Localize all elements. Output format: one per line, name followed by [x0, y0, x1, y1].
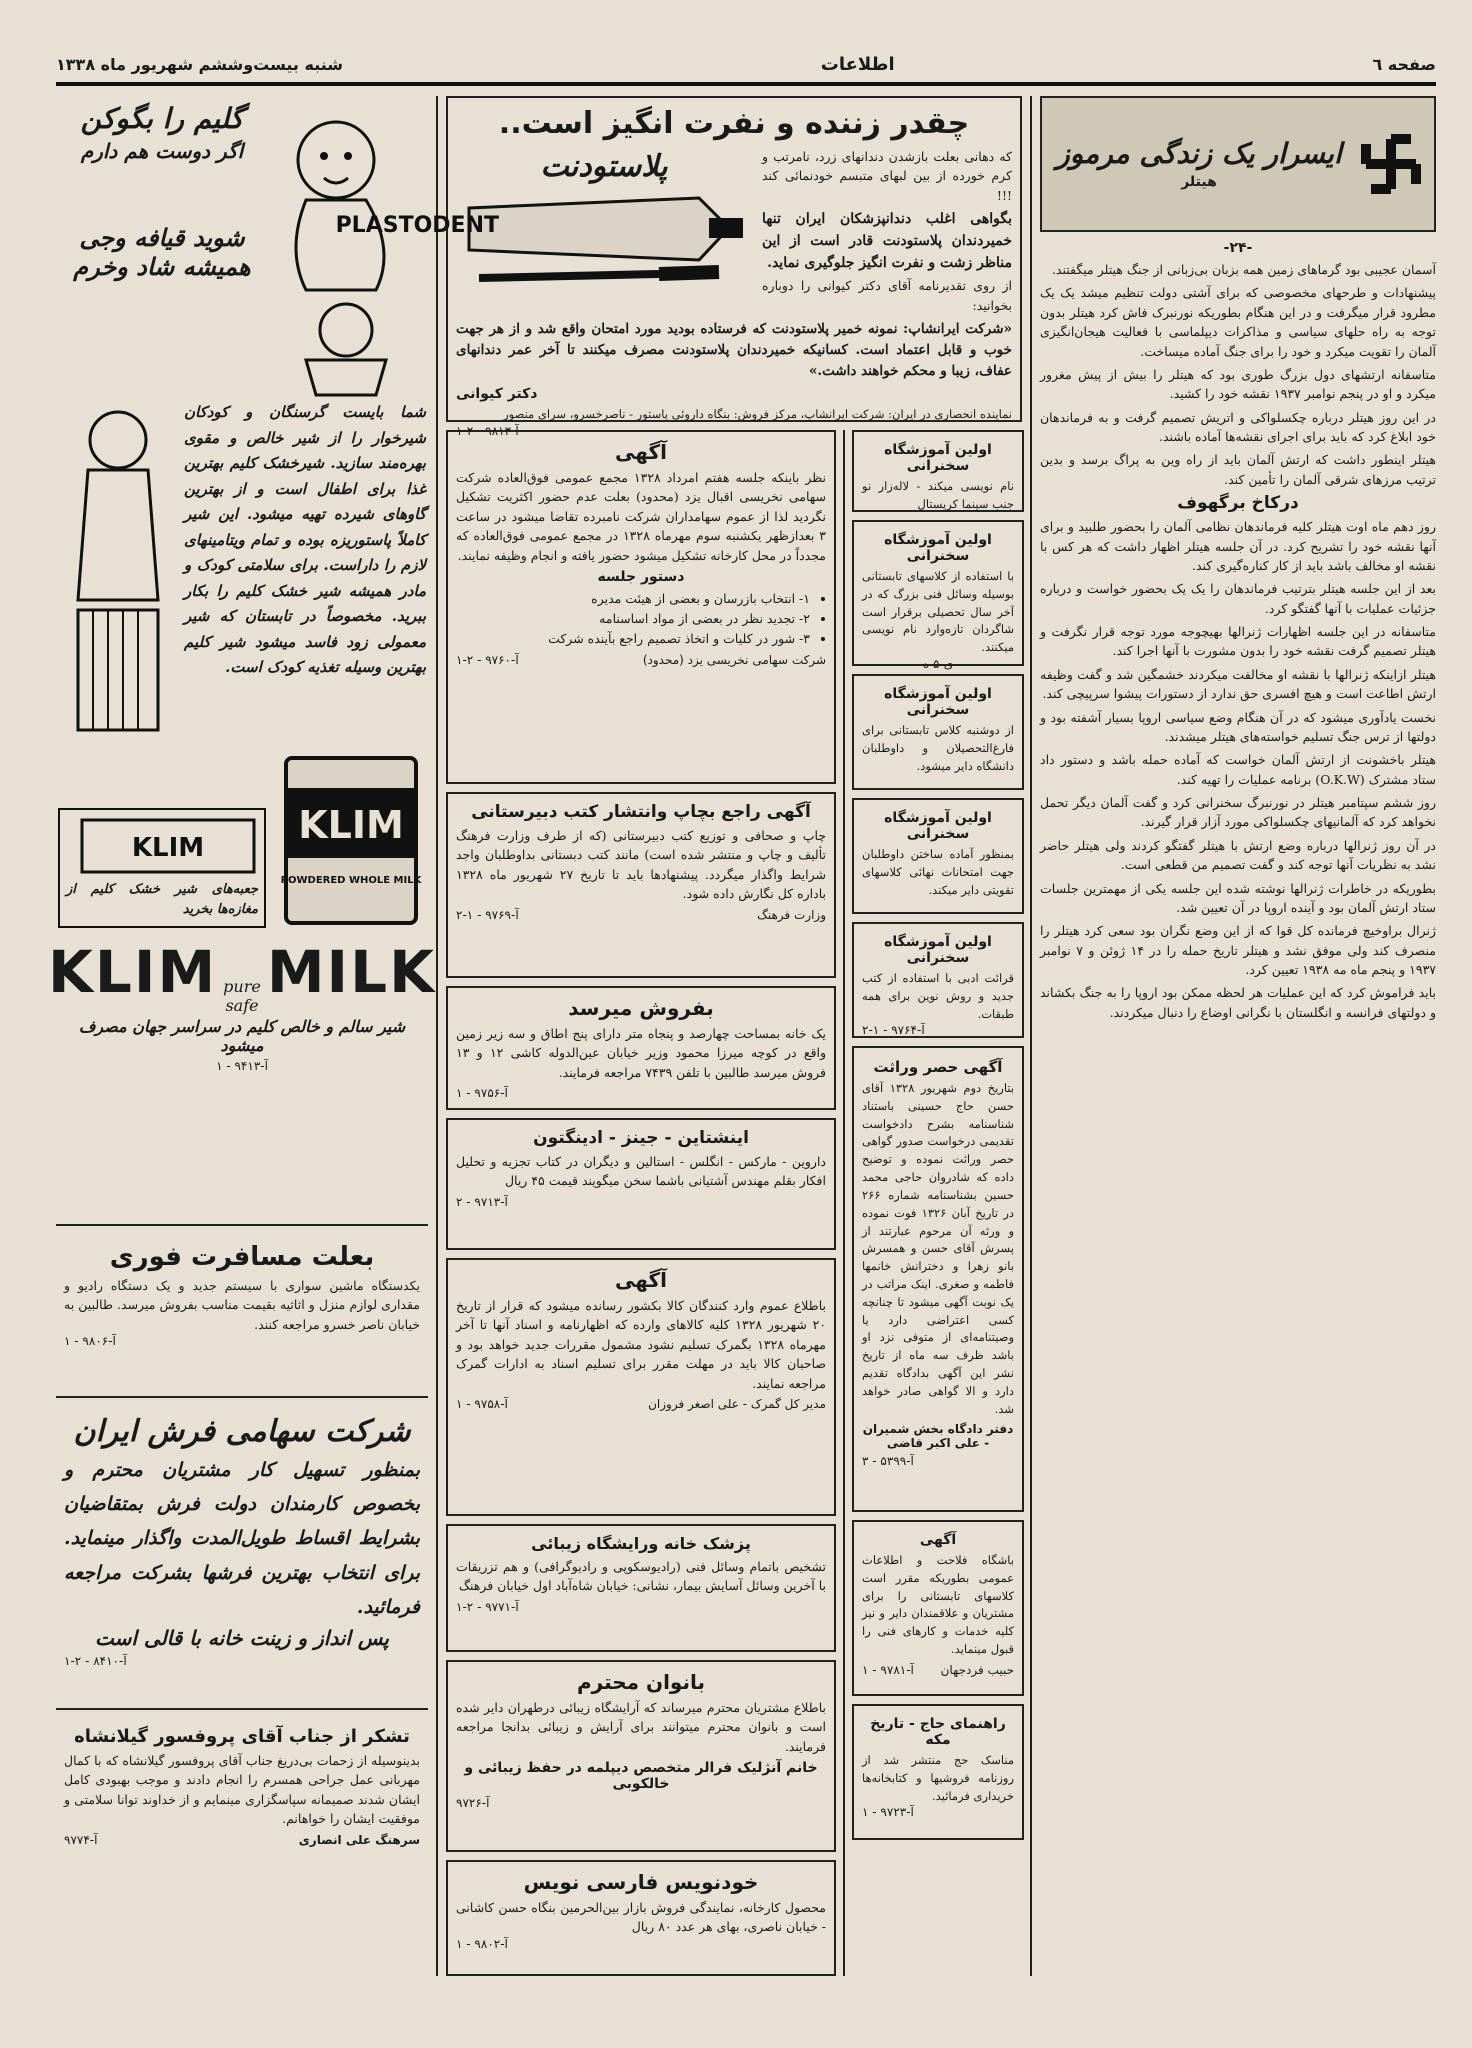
notice-title: اولین آموزشگاه سخنرانی [884, 934, 992, 966]
column-rule [843, 430, 845, 1976]
article-paragraph: روز دهم ماه اوت هیتلر کلیه فرماندهان نظامی آلمان را بحضور طلبید و برای آنها نقشه خود را تشریح کرد. در آن جلسه هیتلر اظهار داشت که هر کس با نقشه او مخالف باشد باید از کار کناره‌گیری کند. [1040, 519, 1436, 573]
baby-illustration-icon [266, 100, 426, 400]
can-label: POWDERED WHOLE MILK [280, 875, 422, 886]
notice-code: آ-۹۷۵۶ - ۱ [456, 1086, 508, 1101]
notice-title: بانوان محترم [576, 1670, 706, 1694]
notice-code: آ-۹۷۲۶ [456, 1796, 490, 1811]
notice-text: قرائت ادبی با استفاده از کتب جدید و روش نوین برای همه طبقات. [862, 971, 1014, 1021]
thanks-notice [56, 1718, 428, 1990]
header-rule [56, 82, 1436, 86]
left-column [47, 96, 437, 1976]
school-notice [852, 1704, 1024, 1840]
notice-subtitle: دستور جلسه [597, 568, 685, 585]
ad-slogan: پس انداز و زینت خانه با قالی است [95, 1625, 389, 1650]
plastodent-ad [335, 96, 1022, 438]
notice-sign: وزارت فرهنگ [757, 907, 826, 922]
notice [446, 1860, 836, 1976]
ad-code: آ-۹۴۱۳ - ۱ [216, 1059, 268, 1073]
notice [446, 1660, 836, 1852]
notice-text: از دوشنبه کلاس تابستانی برای فارغ‌التحصیلان و داوطلبان دانشگاه دایر میشود. [862, 723, 1014, 773]
notice-sign: دفتر دادگاه بخش شمیران - علی اکبر قاضی [862, 1422, 1014, 1451]
school-notice [852, 520, 1024, 672]
school-notices-column [852, 430, 1024, 1976]
ad-signature: دکتر کیوانی [456, 385, 538, 402]
issue-date: شنبه بیست‌وششم شهریور ماه ۱۳۳۸ [56, 54, 343, 74]
swastika-icon [1356, 129, 1426, 199]
notice [446, 792, 836, 978]
notice-title: آگهی [615, 1268, 667, 1292]
school-notice [852, 1520, 1024, 1696]
notice-text: چاپ و صحافی و توزیع کتب دبیرستانی (که از طرف وزارت فرهنگ تألیف و چاپ و منتشر شده است) مانند کتب دبستانی بداوطلبان واجد شرایط واگذار میگردد. پیشنهادها باید تا تاریخ ۲۷ شهریور ماه ۱۳۲۸ باداره کل نگارش داده شود. [456, 828, 826, 902]
episode-number: -۲۴- [1223, 240, 1253, 256]
article-subtitle: هیتلر [1181, 173, 1217, 190]
column-rule [436, 96, 438, 1976]
column-rule [1030, 96, 1032, 1976]
notice-title: آگهی راجع بچاپ وانتشار کتب دبیرستانی [471, 802, 811, 822]
article-paragraph: در این روز هیتلر درباره چکسلواکی و اتریش تصمیم گرفت و به فرماندهان خود ابلاغ کرد که باید برای اجرای نقشه‌ها آماده باشند. [1040, 409, 1436, 444]
notice-title: آگهی [615, 440, 667, 464]
notice-text: محصول کارخانه، نمایندگی فروش بازار بین‌الحرمین بنگاه حسن کاشانی - خیابان ناصری، بهای هر عدد ۸۰ ریال [456, 1900, 826, 1935]
ad-code: آ-۸۴۱۰ - ۲-۱ [64, 1653, 127, 1668]
notice-text: نظر باینکه جلسه هفتم امرداد ۱۳۲۸ مجمع عمومی فوق‌العاده شرکت سهامی نخریسی اقبال یزد (محدود) بعلت عدم حضور اکثریت تشکیل نگردید لذا از عموم سهامداران شرکت نامبرده تقاضا میشود در ساعت ۳ بعدازظهر یکشنبه سوم مهرماه ۱۳۲۸ در مجمع عمومی فوق‌العاده که مجدداً در محل کارخانه تشکیل میشود حضور یافته و انجام وظیفه نمایند. [456, 470, 826, 563]
notice-sign: حبیب فردجهان [940, 1662, 1014, 1677]
box-text: جعبه‌های شیر خشک کلیم از مغازه‌ها بخرید [66, 881, 258, 917]
notice-text: بدینوسیله از زحمات بی‌دریغ جناب آقای پروفسور گیلانشاه که با کمال مهربانی عمل جراحی همسرم را انجام دادند و موجب بهبودی کامل ایشان شدند صمیمانه سپاسگزاری مینمایم و از خداوند توانا سلامتی و موفقیت ایشان را خواهانم. [64, 1753, 420, 1827]
notice-text: تشخیص باتمام وسائل فنی (رادیوسکوپی و رادیوگرافی) و هم تزریقات با آخرین وسائل آسایش بیمار، نشانی: خیابان شاه‌آباد اول خیابان فرهنگ [456, 1559, 826, 1594]
notice-code: ی-۵ ه [922, 657, 954, 672]
ad-title: بعلت مسافرت فوری [109, 1242, 375, 1272]
ad-letter: «شرکت ایرانشاپ: نمونه خمیر پلاستودنت که فرستاده بودید مورد امتحان واقع شد و از هر جهت خوب و قابل اعتماد است. کسانیکه خمیردندان پلاستودنت مصرف میکنند تا آخر عمر دندانهای عفاف، زیبا و محکم خواهند داشت.» [456, 320, 1012, 379]
article-subheading: درکاخ برگهوف [1177, 493, 1299, 514]
notice-title: خودنویس فارسی نویس [523, 1870, 759, 1894]
article-paragraph: باید فراموش کرد که این عملیات هر لحظه ممکن بود اروپا را به جنگ بکشاند و دولتهای فرانسه و انگلستان با نگرانی اوضاع را دنبال میکردند. [1040, 985, 1436, 1020]
notice-sign: سرهنگ علی انصاری [298, 1832, 420, 1847]
article-paragraph: متاسفانه ارتشهای دول بزرگ طوری بود که هیتلر را بیش از پیش مغرور میکرد و او در پنجم نوامبر ۱۹۳۷ نقشه خود را کشید. [1040, 366, 1436, 402]
article-title: ایسرار یک زندگی مرموز [1056, 136, 1342, 170]
klim-milk-ad [47, 96, 437, 1226]
notice-title: آگهی [919, 1532, 957, 1548]
notice [446, 430, 836, 784]
notice [446, 1258, 836, 1516]
notice-sign: شرکت سهامی نخریسی یزد (محدود) [642, 652, 826, 667]
ad-code: آ-۹۸۱۳ - ۲-۱ [456, 423, 519, 438]
article-paragraph: متاسفانه در این جلسه اظهارات ژنرالها بهیچوجه مورد توجه قرار نگرفت و هیتلر تصمیم گرفت نقشه خود را بدون مشورت با آنها اجرا کند. [1040, 624, 1436, 659]
tube-label: PLASTODENT [335, 213, 499, 238]
klim-can-icon [276, 748, 426, 928]
ad-title: گلیم را بگوکن [80, 102, 244, 135]
article-paragraph: بعد از این جلسه هیتلر بترتیب فرماندهان را یک یک بحضور خواست و درباره جزئیات عملیات با آنها گفتگو کرد. [1040, 581, 1436, 616]
notice-code: آ-۵۳۹۹ - ۳ [862, 1454, 914, 1469]
article-paragraph: در آن روز ژنرالها درباره وضع ارتش با هیتلر گفتگو کردند ولی هیتلر حاضر نشد به نظریات آنها توجه کند و گفت تصمیم من قطعی است. [1040, 837, 1436, 873]
ad-tagline: شیر سالم و خالص کلیم در سراسر جهان مصرف میشود [78, 1017, 406, 1055]
notice-text: با استفاده از کلاسهای تابستانی بوسیله وسائل فنی بزرگ که در آخر سال تحصیلی برقرار است شاگردان تازه‌وارد نام نویسی میکنند. [862, 569, 1014, 655]
notice-text: یک خانه بمساحت چهارصد و پنجاه متر دارای پنج اطاق و سه زیر زمین واقع در کوچه میرزا محمود وزیر خیابان عین‌الدوله کاشی ۱۲ و ۱۳ فروش میرسد طالبین با تلفن ۷۴۳۹ مراجعه فرمایند. [456, 1026, 826, 1080]
logo-milk: MILK [266, 938, 437, 1006]
ad-text: یکدستگاه ماشین سواری با سیستم جدید و یک دستگاه رادیو و مقداری لوازم منزل و اثاثیه بقیمت مناسب بفروش میرسد. طالبین به خیابان ناصر خسرو مراجعه کنند. [64, 1278, 420, 1332]
ad-agent: نماینده انحصاری در ایران: شرکت ایرانشاپ، مرکز فروش: بنگاه داروئی پاستور - ناصرخسرو، سرای منصور [503, 406, 1012, 421]
notice-title: اینشتاین - جینز - ادینگتون [533, 1128, 749, 1148]
notice-code: آ-۹۷۲۳ - ۱ [862, 1805, 914, 1820]
notice-text: بتاریخ دوم شهریور ۱۳۲۸ آقای حسن حاج حسینی باستناد شناسنامه بشرح دادخواست تقدیمی درخواست صدور گواهی حصر وراثت نموده و توضیح داده که شادروان حاجی محمد حسین بشناسنامه شماره ۲۶۶ در تاریخ آبان ۱۳۲۶ فوت نموده و ورثه آن مرحوم عبارتند از پسرش آقای حسن و همسرش بانو زهرا و دخترانش خانمها فاطمه و صغری. اینک مراتب در یک نوبت آگهی میشود تا چنانچه کسی اعتراضی دارد یا وصیتنامه‌ای از متوفی نزد او باشد ظرف سه ماه از تاریخ نشر این آگهی بدادگاه تقدیم دارد و الا گواهی صادر خواهد شد. [862, 1081, 1014, 1416]
notice [446, 1524, 836, 1652]
page-number: صفحه ٦ [1372, 54, 1436, 74]
article-paragraph: نخست یادآوری میشود که در آن هنگام وضع سیاسی اروپا بسیار آشفته بود و دولتها از ترس جنگ تسلیم خواسته‌های هیتلر میشدند. [1040, 709, 1436, 744]
article-paragraph: روز ششم سپتامبر هیتلر در نورنبرگ سخنرانی کرد و گفت آلمان دیگر تحمل نخواهد کرد که آلمانیهای چکسلواکی مورد آزار قرار گیرند. [1040, 795, 1436, 830]
ad-letter-intro: از روی تقدیرنامه آقای دکتر کیوانی را دوباره بخوانید: [762, 278, 1012, 313]
ad-body: شما بایست گرسنگان و کودکان شیرخوار را از شیر خالص و مقوی بهره‌مند سازید. شیرخشک کلیم بهترین غذا برای اطفال است و از بهترین گاوهای شیرده تهیه میشود. این شیر کاملاً پاستوریزه بوده و تمام ویتامینهای لازم را داراست. برای سلامتی کودک و مادر همیشه شیر خشک کلیم را بکار ببرید. مخصوصاً در تابستان که شیر معمولی زود فاسد میشود شیر کلیم بهترین وسیله تغذیه کودک است. [184, 403, 426, 676]
article-paragraph: ژنرال براوخیچ فرمانده کل قوا که از این وضع نگران بود سعی کرد هیتلر را منصرف کند ولی موفق نشد و هیتلر تاریخ حمله را در ۱۴ ژوئن و ۷ نوامبر ۱۹۳۷ و پنجم ماه مه ۱۹۳۸ تعیین کرد. [1040, 923, 1436, 977]
notice-code: آ-۹۷۷۴ [64, 1832, 98, 1847]
notice [446, 986, 836, 1110]
klim-box-icon [78, 816, 258, 876]
can-brand: KLIM [298, 803, 404, 847]
mother-child-illustration-icon [58, 400, 178, 740]
carpet-company-ad [56, 1406, 428, 1710]
masthead: اطلاعات [820, 53, 895, 75]
toothpaste-tube-icon [335, 188, 749, 298]
agenda-list [456, 589, 826, 649]
notices-column [446, 430, 836, 1976]
ad-headline: چقدر زننده و نفرت انگیز است.. [498, 106, 970, 141]
travel-ad [56, 1234, 428, 1398]
notice-text: داروین - مارکس - انگلس - استالین و دیگران در کتاب تجزیه و تحلیل افکار بقلم مهندس آشتیانی باشما سخن میگویند قیمت ۴۵ ریال [456, 1154, 826, 1189]
notice-text: بمنظور آماده ساختن داوطلبان جهت امتحانات نهائی کلاسهای تقویتی دایر میکند. [862, 847, 1014, 897]
notice-text: نام نویسی میکند - لاله‌زار نو جنب سینما کریستال [862, 479, 1014, 511]
notice-title: راهنمای حاج - تاریخ مکه [870, 1716, 1006, 1748]
article-paragraph: هیتلر ازاینکه ژنرالها با نقشه او مخالفت میکردند خشمگین شد و گفت وظیفه ارتش اطاعت است و هیچ افسری حق ندارد از دستورات پیشوا سرپیچی کند. [1040, 666, 1436, 702]
notice-code: آ-۹۷۶۹ - ۱-۲ [456, 907, 519, 922]
school-notice [852, 674, 1024, 790]
article-paragraph: بطوریکه در خاطرات ژنرالها نوشته شده این جلسه یکی از مهمترین جلسات ستاد ارتش آلمان بود و آینده اروپا در آن تعیین شد. [1040, 880, 1436, 915]
article-paragraph: هیتلر باخشونت از ارتش آلمان خواست که آماده حمله باشد و دستور داد ستاد مشترک (O.K.W) برنامه عملیات را تهیه کند. [1040, 752, 1436, 787]
notice-code: آ-۹۷۵۸ - ۱ [456, 1396, 508, 1411]
ad-title: شرکت سهامی فرش ایران [73, 1414, 411, 1449]
notice-title: اولین آموزشگاه سخنرانی [884, 810, 992, 842]
notice-sign: مدیر کل گمرک - علی اصغر فروزان [648, 1396, 826, 1411]
svg-text:KLIM: KLIM [131, 832, 205, 863]
ad-subtitle: اگر دوست هم دارم [80, 139, 244, 163]
notice-title: اولین آموزشگاه سخنرانی [884, 442, 992, 474]
ad-text: که دهانی بعلت بازشدن دندانهای زرد، نامرتب و کرم خورده از بین لبهای متبسم خودنمائی کند !!! [762, 149, 1012, 203]
page-header [56, 48, 1436, 80]
right-column [1040, 96, 1436, 1976]
inheritance-notice [852, 1046, 1024, 1512]
article-paragraph: پیشنهادات و طرحهای مخصوصی که برای آشتی دولت تنظیم میشد یک یک مطرود قرار میگرفت و در این هنگام بطوریکه نورنبرک فاش کرد هیتلر بدون توجه به راه حلهای سیاسی و مذاکرات دیپلماسی با فعالیت هیجان‌انگیزی آلمان را تقویت میکرد و خود را برای جنگ آماده میساخت. [1040, 285, 1436, 359]
notice-code: آ-۹۷۶۰ - ۲-۱ [456, 652, 519, 667]
ad-code: آ-۹۸۰۶ - ۱ [64, 1334, 116, 1349]
agenda-item: • ۲- تجدید نظر در بعضی از مواد اساسنامه [456, 609, 810, 629]
notice-text: باطلاع مشتریان محترم میرساند که آرایشگاه زیبائی درطهران دایر شده است و بانوان محترم میتوانند برای آرایش و زیبائی بدانجا مراجعه فرمایند. [456, 1700, 826, 1754]
school-notice [852, 922, 1024, 1038]
notice-title: اولین آموزشگاه سخنرانی [884, 532, 992, 564]
notice-code: آ-۹۷۶۴ - ۱-۲ [862, 1023, 925, 1038]
agenda-item: • ۱- انتخاب بازرسان و بعضی از هیئت مدیره [456, 589, 810, 609]
notice-code: آ-۹۸۰۲ - ۱ [456, 1936, 508, 1951]
article-banner [1040, 96, 1436, 232]
notice-code: آ-۹۷۸۱ - ۱ [862, 1662, 914, 1677]
notice-text: باطلاع عموم وارد کنندگان کالا بکشور رسانده میشود که قرار از تاریخ ۲۰ شهریور ۱۳۲۸ کلیه کالاهای وارده که اظهارنامه و اسناد آنها تا آخر مهرماه ۱۳۲۸ بگمرک تسلیم نشود مشمول مقررات جدید خواهد بود و صاحبان کالا باید در مهلت مقرر برای تسلیم اسناد به ادارات گمرک مراجعه نمایند. [456, 1298, 826, 1391]
notice-title: اولین آموزشگاه سخنرانی [884, 686, 992, 718]
agenda-item: • ۳- شور در کلیات و اتخاذ تصمیم راجع بآینده شرکت [456, 629, 810, 649]
logo-klim: KLIM [47, 938, 218, 1006]
logo-tagline: pure safe [223, 977, 261, 1015]
notice-title: پزشک خانه ورایشگاه زیبائی [531, 1534, 751, 1553]
notice-title: بفروش میرسد [568, 996, 714, 1020]
notice-text: مناسک حج منتشر شد از روزنامه فروشیها و کتابخانه‌ها خریداری فرمائید. [862, 1753, 1014, 1803]
notice-code: آ-۹۷۷۱ - ۲-۱ [456, 1599, 519, 1614]
notice-sign: خانم آنژلیک فرالر متخصص دیپلمه در حفظ زیبائی و خالکوبی [464, 1760, 818, 1793]
notice-title: تشکر از جناب آقای پروفسور گیلانشاه [74, 1726, 410, 1747]
article-paragraph: هیتلر اینطور داشت که ارتش آلمان باید از راه وین به پراگ برسد و بدین ترتیب مرزهای شرقی آلمان را تأمین کند. [1040, 452, 1436, 487]
notice-code: آ-۹۷۱۳ - ۲ [456, 1194, 508, 1209]
ad-text: بمنظور تسهیل کار مشتریان محترم و بخصوص کارمندان دولت فرش بمتقاضیان بشرایط اقساط طویل‌المدت واگذار مینماید. برای انتخاب بهترین فرشها بشرکت مراجعه فرمائید. [64, 1459, 420, 1618]
notice-text: باشگاه فلاحت و اطلاعات عمومی بطوریکه مقرر است کلاسهای تابستانی را برای مشتریان و علاقمندان دایر و نیز کلیه خدمات و کارهای فنی را قبول مینماید. [862, 1553, 1014, 1657]
notice-title: آگهی حصر وراثت [873, 1058, 1003, 1076]
article-paragraph: آسمان عجیبی بود گرماهای زمین همه بزبان بی‌زبانی از جنگ هیتلر میگفتند. [1051, 262, 1436, 277]
notice [446, 1118, 836, 1250]
brand-name: پلاستودنت [540, 149, 668, 184]
ad-slogan: شوید قیافه وجی همیشه شاد وخرم [73, 223, 251, 281]
ad-bold-text: بگواهی اغلب دندانپزشکان ایران تنها خمیردندان پلاستودنت قادر است از این مناظر زشت و نفرت انگیز جلوگیری نماید. [762, 211, 1012, 271]
school-notice [852, 798, 1024, 914]
school-notice [852, 430, 1024, 512]
